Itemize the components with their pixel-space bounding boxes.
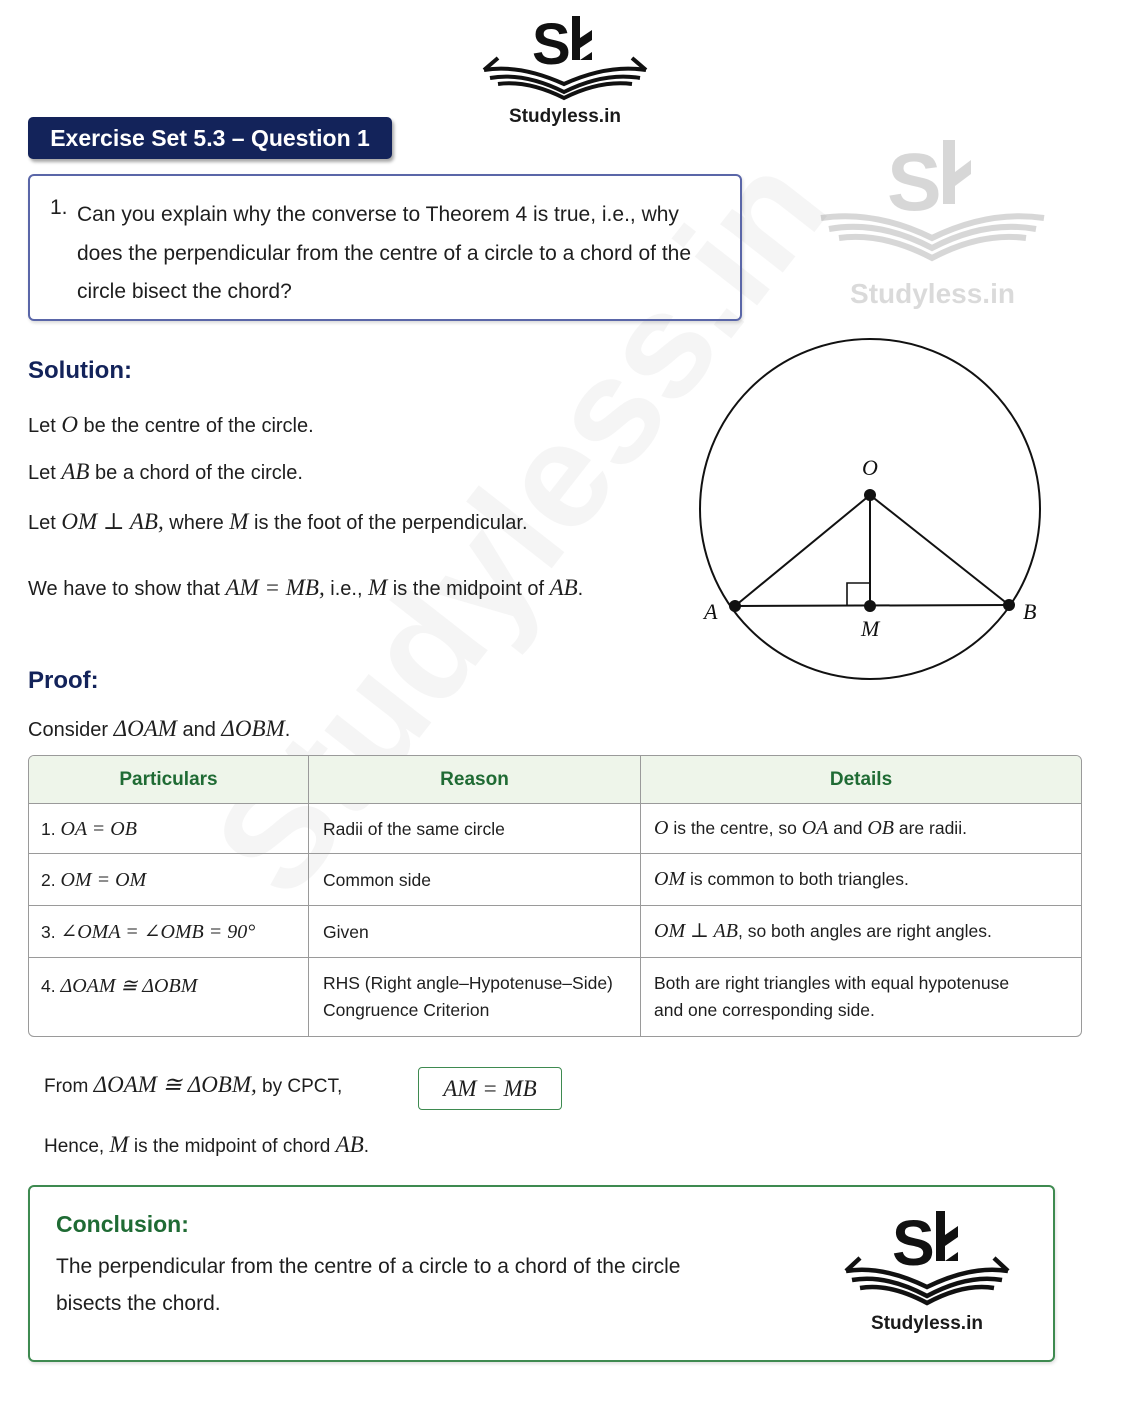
row-1-reason: Radii of the same circle — [323, 819, 505, 839]
conclusion-box — [28, 1185, 1055, 1362]
row-number: 3. — [41, 922, 56, 942]
question-badge: Exercise Set 5.3 – Question 1 — [28, 117, 392, 159]
label-a: A — [704, 599, 718, 624]
text: From — [44, 1076, 94, 1097]
question-text: Can you explain why the converse to Theorem 4 is true, i.e., why does the perpendicular from the centre of a circle to a chord of the circle bisect the chord? — [77, 203, 692, 303]
math: OM — [654, 868, 686, 890]
text: be a chord of the circle. — [89, 462, 303, 484]
math: ∠OMA = ∠OMB = 90° — [60, 921, 256, 943]
math: OM ⊥ AB, — [61, 509, 164, 534]
math: OB — [867, 817, 894, 839]
cpct-line — [44, 1072, 342, 1098]
text: Consider — [28, 719, 114, 741]
header-logo — [480, 8, 650, 132]
footer-logo-text: Studyless.in — [871, 1313, 983, 1334]
point-m — [864, 600, 876, 612]
math: AB — [335, 1132, 364, 1157]
circle-chord-diagram — [690, 335, 1060, 685]
label-o: O — [862, 455, 878, 480]
text: , so both angles are right angles. — [737, 921, 992, 941]
math: M — [109, 1132, 129, 1157]
result-math: AM = MB — [443, 1076, 537, 1101]
watermark-logo — [815, 130, 1050, 320]
row-2-reason: Common side — [323, 870, 431, 890]
solution-line-4 — [28, 575, 583, 601]
math: OM ⊥ AB — [654, 920, 738, 942]
row-3-particular — [41, 919, 255, 946]
math: ΔOAM ≅ ΔOBM — [60, 975, 198, 997]
text: are radii. — [894, 818, 967, 838]
solution-heading: Solution: — [28, 357, 132, 384]
row-1-details — [654, 815, 967, 842]
column-divider — [640, 756, 641, 1037]
math: M — [368, 575, 388, 600]
row-number: 1. — [41, 819, 56, 839]
math: ΔOAM ≅ ΔOBM, — [93, 1072, 257, 1097]
row-4-particular — [41, 973, 197, 1000]
watermark-text: Studyless.in — [850, 278, 1015, 309]
solution-line-2 — [28, 459, 303, 485]
text: . — [284, 719, 291, 741]
text: Let — [28, 462, 62, 484]
point-b — [1003, 599, 1015, 611]
hence-line — [44, 1132, 369, 1158]
proof-heading: Proof: — [28, 667, 99, 694]
text: by CPCT, — [256, 1076, 343, 1097]
row-divider — [29, 853, 1082, 854]
result-box — [418, 1067, 562, 1110]
proof-consider — [28, 716, 290, 742]
text: . — [363, 1136, 370, 1157]
text: Congruence Criterion — [323, 1000, 490, 1020]
text: is the foot of the perpendicular. — [248, 512, 528, 534]
conclusion-heading: Conclusion: — [56, 1211, 189, 1237]
math: OM = OM — [60, 869, 147, 891]
question-number: 1. — [50, 196, 68, 219]
header-particulars: Particulars — [119, 769, 218, 790]
point-o — [864, 489, 876, 501]
solution-line-1 — [28, 412, 314, 438]
segment-ob — [870, 495, 1009, 605]
row-4-reason — [323, 970, 613, 1024]
math: AM = MB, — [225, 575, 325, 600]
text: and — [176, 719, 222, 741]
row-4-details — [654, 970, 1009, 1024]
math: OA — [801, 817, 829, 839]
text: and one corresponding side. — [654, 1000, 875, 1020]
text: i.e., — [324, 578, 369, 600]
math: OA = OB — [60, 818, 137, 840]
footer-logo — [842, 1201, 1012, 1341]
text: Hence, — [44, 1136, 110, 1157]
text: is the midpoint of — [387, 578, 550, 600]
math: AB — [549, 575, 578, 600]
conclusion-text: The perpendicular from the centre of a circle to a chord of the circle bisects the chord. — [56, 1255, 681, 1315]
table-header — [29, 756, 1082, 804]
point-a — [729, 600, 741, 612]
text: be the centre of the circle. — [77, 415, 314, 437]
row-divider — [29, 905, 1082, 906]
math: ΔOAM — [113, 716, 177, 741]
solution-line-3 — [28, 509, 528, 535]
math: O — [654, 817, 669, 839]
row-2-particular — [41, 867, 146, 894]
svg-text:S: S — [892, 1207, 935, 1279]
text: Let — [28, 415, 62, 437]
watermark-logo-icon — [815, 130, 1050, 270]
header-reason: Reason — [440, 769, 509, 790]
row-3-reason: Given — [323, 922, 369, 942]
text: is the centre, so — [668, 818, 802, 838]
text: and — [828, 818, 868, 838]
math: AB — [61, 459, 90, 484]
text: is common to both triangles. — [685, 869, 909, 889]
proof-table — [28, 755, 1082, 1037]
row-1-particular — [41, 816, 137, 843]
row-divider — [29, 957, 1082, 958]
math: O — [61, 412, 78, 437]
math: ΔOBM — [221, 716, 285, 741]
header-logo-text: Studyless.in — [509, 106, 621, 127]
row-2-details — [654, 866, 909, 893]
text: is the midpoint of chord — [128, 1136, 336, 1157]
svg-text:S: S — [887, 137, 942, 228]
studyless-logo-icon — [480, 8, 650, 108]
math: M — [229, 509, 249, 534]
column-divider — [308, 756, 309, 1037]
question-box — [28, 174, 742, 321]
text: where — [163, 512, 230, 534]
text: Let — [28, 512, 62, 534]
text: . — [577, 578, 584, 600]
row-number: 2. — [41, 870, 56, 890]
row-number: 4. — [41, 976, 56, 996]
header-details: Details — [829, 769, 893, 790]
row-3-details — [654, 918, 992, 945]
text: We have to show that — [28, 578, 226, 600]
text: Both are right triangles with equal hypotenuse — [654, 973, 1010, 993]
text: RHS (Right angle–Hypotenuse–Side) — [323, 973, 613, 993]
segment-oa — [735, 495, 870, 606]
label-m: M — [861, 616, 880, 641]
label-b: B — [1023, 599, 1037, 624]
svg-text:S: S — [532, 12, 571, 77]
studyless-logo-icon — [842, 1201, 1012, 1321]
